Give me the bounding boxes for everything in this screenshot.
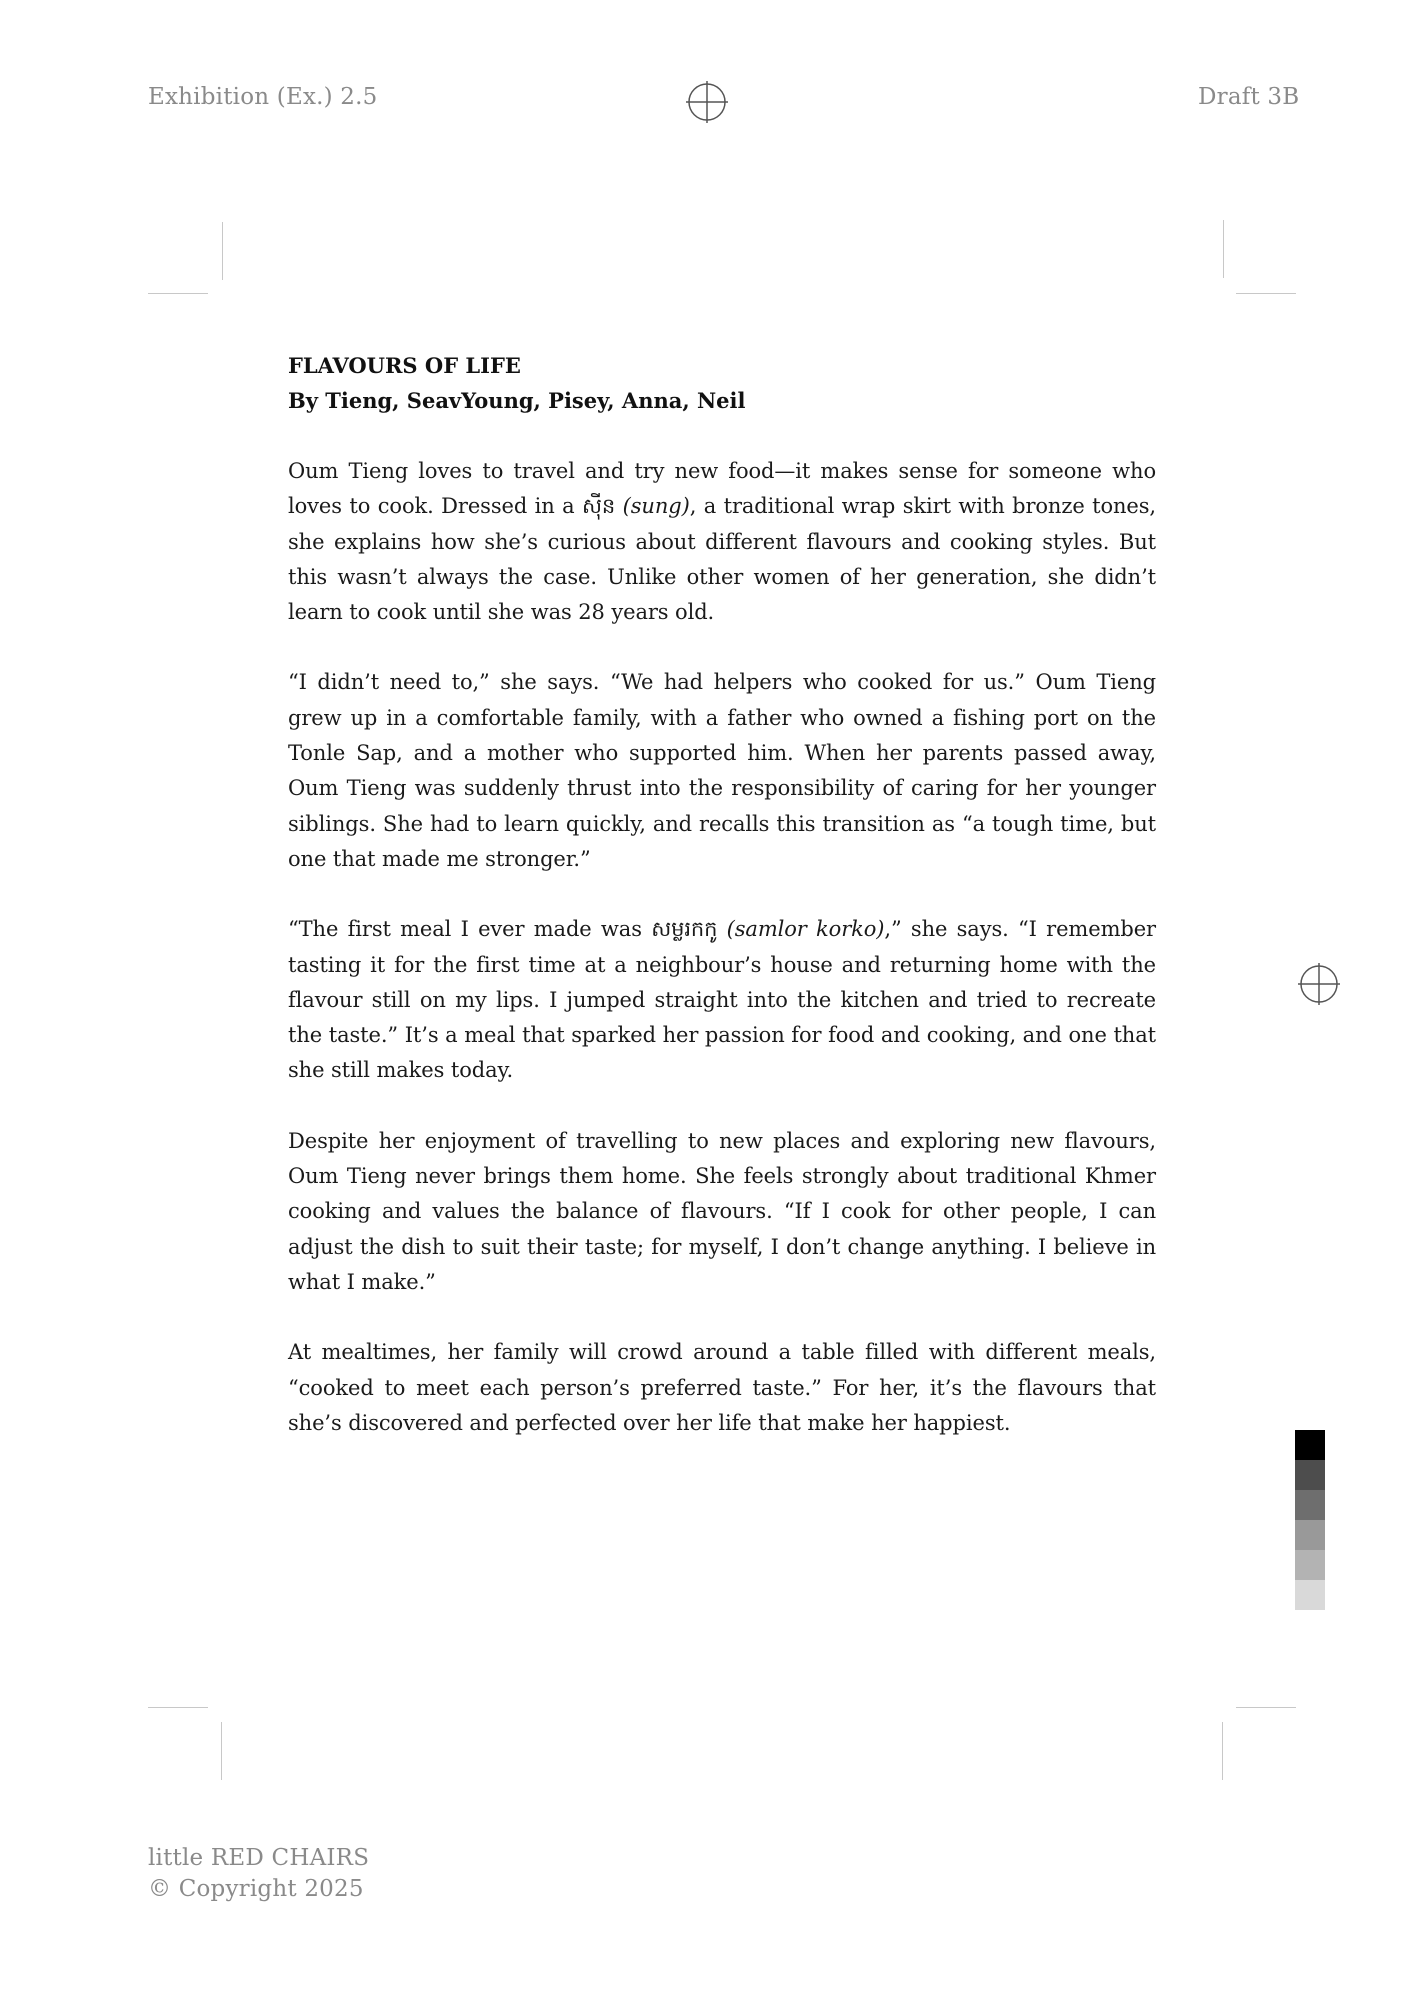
article-byline: By Tieng, SeavYoung, Pisey, Anna, Neil: [288, 388, 746, 413]
paragraph-4: Despite her enjoyment of travelling to new places and exploring new flavours, Oum Tieng never brings them home. She feels strongly about traditional Khmer cooking and values the balance of flavours. “If I cook for other people, I can adjust the dish to suit their taste; for myself, I don’t change anything. I believe in what I make.”: [288, 1128, 1156, 1294]
footer-copyright: © Copyright 2025: [148, 1876, 364, 1902]
crop-mark: [1222, 1722, 1223, 1780]
paragraph-2: “I didn’t need to,” she says. “We had helpers who cooked for us.” Oum Tieng grew up in a comfortable family, with a father who owned a fishing port on the Tonle Sap, and a mother who supported him. When her parents passed away, Oum Tieng was suddenly thrust into the responsibility of caring for her younger siblings. She had to learn quickly, and recalls this transition as “a tough time, but one that made me stronger.”: [288, 670, 1156, 871]
crop-mark: [1223, 220, 1224, 278]
grayscale-swatch: [1295, 1490, 1325, 1520]
article: [288, 348, 1156, 1476]
paragraph-3: “The first meal I ever made was សម្លរកកូ (samlor korko),” she says. “I remember tasting it for the first time at a neighbour’s house and returning home with the flavour still on my lips. I jumped straight into the kitchen and tried to recreate the taste.” It’s a meal that sparked her passion for food and cooking, and one that she still makes today.: [288, 917, 1156, 1083]
paragraph-1: Oum Tieng loves to travel and try new food—it makes sense for someone who loves to cook. Dressed in a ស៊ីន (sung), a traditional wrap skirt with bronze tones, she explains how she’s curious about different flavours and cooking styles. But this wasn’t always the case. Unlike other women of her generation, she didn’t learn to cook until she was 28 years old.: [288, 459, 1156, 625]
grayscale-swatch: [1295, 1460, 1325, 1490]
crop-mark: [1236, 293, 1296, 294]
crop-mark: [1236, 1707, 1296, 1708]
crop-mark: [148, 293, 208, 294]
crop-mark: [148, 1707, 208, 1708]
grayscale-swatch: [1295, 1580, 1325, 1610]
crop-mark: [221, 1722, 222, 1780]
header-left-label: Exhibition (Ex.) 2.5: [148, 84, 378, 110]
grayscale-color-bar: [1295, 1430, 1325, 1610]
registration-mark-icon: [1298, 963, 1340, 1005]
registration-mark-icon: [686, 81, 728, 123]
grayscale-swatch: [1295, 1550, 1325, 1580]
header-right-label: Draft 3B: [1198, 84, 1300, 110]
grayscale-swatch: [1295, 1430, 1325, 1460]
grayscale-swatch: [1295, 1520, 1325, 1550]
footer-brand: little RED CHAIRS: [148, 1845, 370, 1871]
paragraph-5: At mealtimes, her family will crowd around a table filled with different meals, “cooked to meet each person’s preferred taste.” For her, it’s the flavours that she’s discovered and perfected over her life that make her happiest.: [288, 1340, 1156, 1435]
article-title: FLAVOURS OF LIFE: [288, 353, 521, 378]
crop-mark: [222, 222, 223, 280]
